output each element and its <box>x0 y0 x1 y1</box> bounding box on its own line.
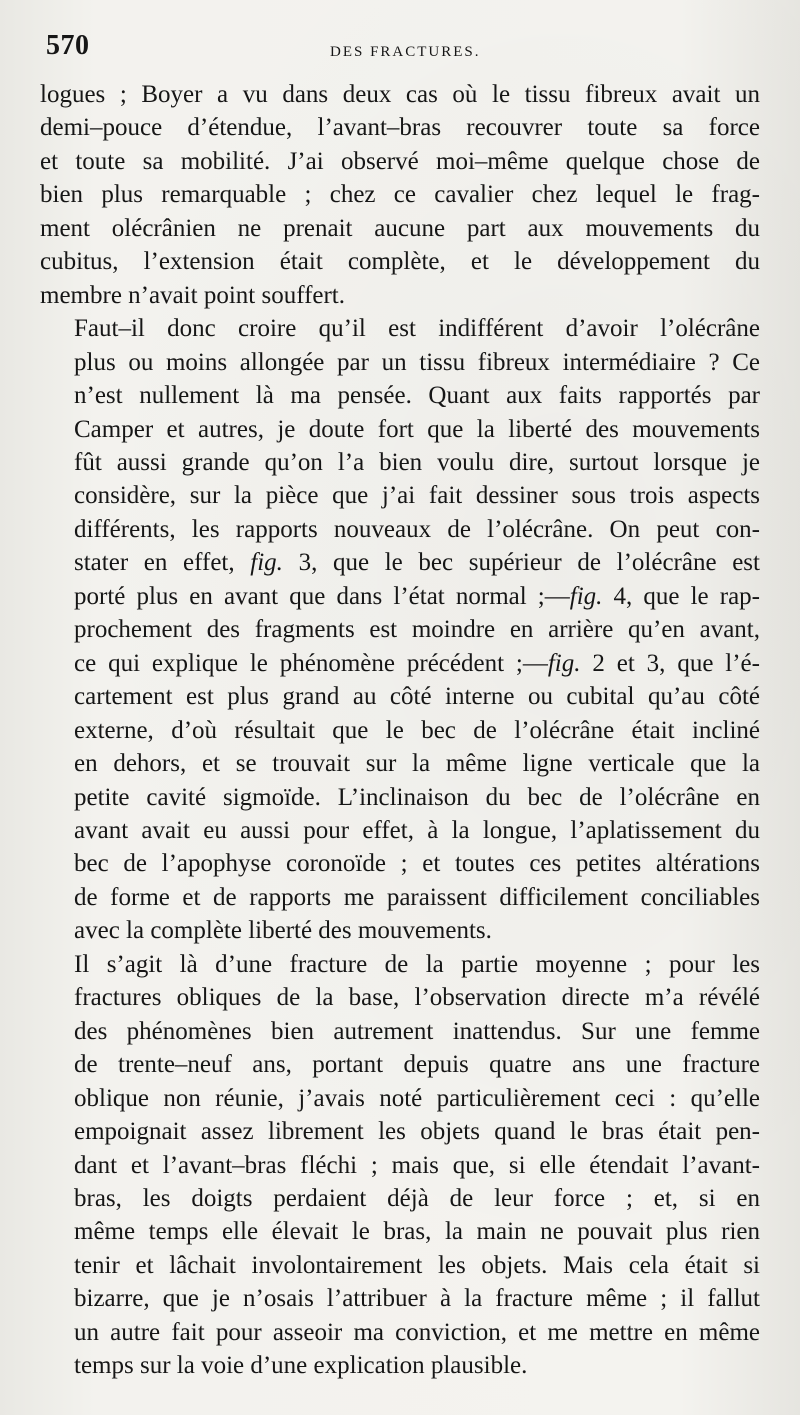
text-line: externe, d’où résultait que le bec de l’olécrâne était incliné <box>74 716 760 744</box>
text-line: empoignait assez librement les objets quand le bras était pen- <box>74 1118 760 1146</box>
text-line: Faut–il donc croire qu’il est indifférent d’avoir l’olécrâne <box>74 315 760 343</box>
text-line: cubitus, l’extension était complète, et le développement du <box>40 248 760 276</box>
text-line: prochement des fragments est moindre en arrière qu’en avant, <box>74 616 760 644</box>
text-line: des phénomènes bien autrement inattendus. Sur une femme <box>74 1017 760 1045</box>
text-line: ce qui explique le phénomène précédent ;—fig. 2 et 3, que l’é- <box>74 649 760 677</box>
paragraph-3 <box>40 948 760 1383</box>
figure-reference: fig. <box>250 549 283 577</box>
figure-reference: fig. <box>569 582 603 610</box>
text-line: plus ou moins allongée par un tissu fibreux intermédiaire ? Ce <box>74 348 760 376</box>
text-line: avant avait eu aussi pour effet, à la longue, l’aplatissement du <box>74 816 760 844</box>
text-line: tenir et lâchait involontairement les objets. Mais cela était si <box>74 1251 760 1279</box>
text-line: même temps elle élevait le bras, la main ne pouvait plus rien <box>74 1218 760 1246</box>
text-line: fût aussi grande qu’on l’a bien voulu dire, surtout lorsque je <box>74 448 760 476</box>
text-line: en dehors, et se trouvait sur la même ligne verticale que la <box>74 750 760 778</box>
text-line: considère, sur la pièce que j’ai fait dessiner sous trois aspects <box>74 482 760 510</box>
paragraph-2 <box>40 312 760 948</box>
running-head <box>46 30 766 70</box>
body-text <box>40 78 760 1383</box>
text-line: membre n’avait point souffert. <box>40 281 346 309</box>
text-line: de forme et de rapports me paraissent difficilement conciliables <box>74 883 760 911</box>
text-line: un autre fait pour asseoir ma conviction, et me mettre en même <box>74 1318 760 1346</box>
text-line: bras, les doigts perdaient déjà de leur force ; et, si en <box>74 1184 760 1212</box>
text-line: Il s’agit là d’une fracture de la partie moyenne ; pour les <box>74 950 760 978</box>
text-line: ment olécrânien ne prenait aucune part aux mouvements du <box>40 214 760 242</box>
running-title: DES FRACTURES. <box>330 44 481 60</box>
text-line: stater en effet, fig. 3, que le bec supérieur de l’olécrâne est <box>74 549 760 577</box>
text-line: et toute sa mobilité. J’ai observé moi–même quelque chose de <box>40 147 760 175</box>
text-line: différents, les rapports nouveaux de l’olécrâne. On peut con- <box>74 515 760 543</box>
text-line: fractures obliques de la base, l’observation directe m’a révélé <box>74 984 760 1012</box>
text-line: n’est nullement là ma pensée. Quant aux faits rapportés par <box>74 382 760 410</box>
text-line: de trente–neuf ans, portant depuis quatre ans une fracture <box>74 1051 760 1079</box>
text-line: bizarre, que je n’osais l’attribuer à la fracture même ; il fallut <box>74 1285 760 1313</box>
text-line: Camper et autres, je doute fort que la liberté des mouvements <box>74 415 760 443</box>
text-line: cartement est plus grand au côté interne ou cubital qu’au côté <box>74 683 760 711</box>
page-number: 570 <box>46 30 90 61</box>
figure-reference: fig. <box>547 649 581 677</box>
text-line: petite cavité sigmoïde. L’inclinaison du bec de l’olécrâne en <box>74 783 760 811</box>
text-line: temps sur la voie d’une explication plausible. <box>74 1352 528 1380</box>
text-line: bec de l’apophyse coronoïde ; et toutes ces petites altérations <box>74 850 760 878</box>
paragraph-1 <box>40 78 760 312</box>
text-line: porté plus en avant que dans l’état normal ;—fig. 4, que le rap- <box>74 582 761 610</box>
text-line: avec la complète liberté des mouvements. <box>74 917 492 945</box>
text-line: bien plus remarquable ; chez ce cavalier chez lequel le frag- <box>40 181 760 209</box>
text-line: demi–pouce d’étendue, l’avant–bras recouvrer toute sa force <box>40 114 760 142</box>
text-line: logues ; Boyer a vu dans deux cas où le tissu fibreux avait un <box>40 81 760 108</box>
text-line: dant et l’avant–bras fléchi ; mais que, si elle étendait l’avant- <box>74 1151 760 1179</box>
text-line: oblique non réunie, j’avais noté particulièrement ceci : qu’elle <box>74 1084 760 1112</box>
